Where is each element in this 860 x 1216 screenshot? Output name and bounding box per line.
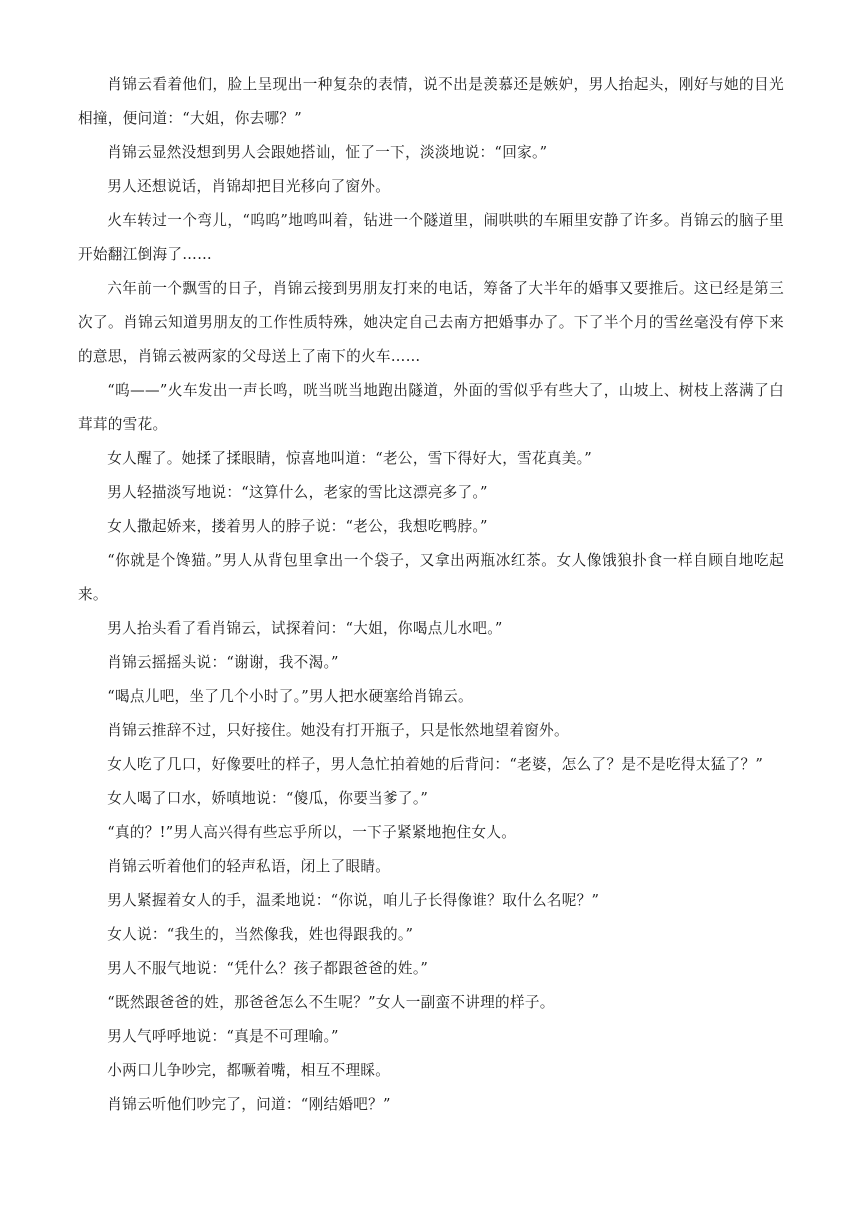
paragraph: “呜——”火车发出一声长鸣，咣当咣当地跑出隧道，外面的雪似乎有些大了，山坡上、树枝上落满了白茸茸的雪花。 <box>78 382 784 433</box>
paragraph: “真的？!”男人高兴得有些忘乎所以，一下子紧紧地抱住女人。 <box>107 824 517 841</box>
paragraph: 女人说：“我生的，当然像我，姓也得跟我的。” <box>107 926 414 943</box>
paragraph: 男人不服气地说：“凭什么？孩子都跟爸爸的姓。” <box>107 960 429 977</box>
paragraph: 女人吃了几口，好像要吐的样子，男人急忙拍着她的后背问：“老婆，怎么了？是不是吃得太猛了？” <box>107 756 764 773</box>
paragraph: “既然跟爸爸的姓，那爸爸怎么不生呢？”女人一副蛮不讲理的样子。 <box>107 994 555 1011</box>
paragraph: 男人气呼呼地说：“真是不可理喻。” <box>107 1028 339 1045</box>
paragraph: 肖锦云摇摇头说：“谢谢，我不渴。” <box>107 654 339 671</box>
paragraph: 肖锦云听着他们的轻声私语，闭上了眼睛。 <box>107 858 391 875</box>
paragraph: 火车转过一个弯儿，“呜呜”地鸣叫着，钻进一个隧道里，闹哄哄的车厢里安静了许多。肖锦云的脑子里开始翻江倒海了…… <box>78 212 784 263</box>
paragraph: “你就是个馋猫。”男人从背包里拿出一个袋子，又拿出两瓶冰红茶。女人像饿狼扑食一样自顾自地吃起来。 <box>78 552 784 603</box>
paragraph: 男人紧握着女人的手，温柔地说：“你说，咱儿子长得像谁？取什么名呢？” <box>107 892 600 909</box>
paragraph: 男人抬头看了看肖锦云，试探着问：“大姐，你喝点儿水吧。” <box>107 620 503 637</box>
paragraph: 肖锦云推辞不过，只好接住。她没有打开瓶子，只是怅然地望着窗外。 <box>107 722 569 739</box>
paragraph: 六年前一个飘雪的日子，肖锦云接到男朋友打来的电话，筹备了大半年的婚事又要推后。这已经是第三次了。肖锦云知道男朋友的工作性质特殊，她决定自己去南方把婚事办了。下了半个月的雪丝毫没有停下来的意思，肖锦云被两家的父母送上了南下的火车…… <box>78 280 784 365</box>
paragraph: 肖锦云听他们吵完了，问道：“刚结婚吧？” <box>107 1096 391 1113</box>
story-text <box>78 68 784 1122</box>
paragraph: 女人醒了。她揉了揉眼睛，惊喜地叫道：“老公，雪下得好大，雪花真美。” <box>107 450 593 467</box>
paragraph: 男人轻描淡写地说：“这算什么，老家的雪比这漂亮多了。” <box>107 484 488 501</box>
paragraph: 女人撒起娇来，搂着男人的脖子说：“老公，我想吃鸭脖。” <box>107 518 488 535</box>
paragraph: 小两口儿争吵完，都噘着嘴，相互不理睬。 <box>107 1062 391 1079</box>
paragraph: “喝点儿吧，坐了几个小时了。”男人把水硬塞给肖锦云。 <box>107 688 473 705</box>
paragraph: 肖锦云看着他们，脸上呈现出一种复杂的表情，说不出是羡慕还是嫉妒，男人抬起头，刚好与她的目光相撞，便问道：“大姐，你去哪？” <box>78 76 784 127</box>
paragraph: 肖锦云显然没想到男人会跟她搭讪，怔了一下，淡淡地说：“回家。” <box>107 144 548 161</box>
paragraph: 女人喝了口水，娇嗔地说：“傻瓜，你要当爹了。” <box>107 790 429 807</box>
paragraph: 男人还想说话，肖锦却把目光移向了窗外。 <box>107 178 391 195</box>
